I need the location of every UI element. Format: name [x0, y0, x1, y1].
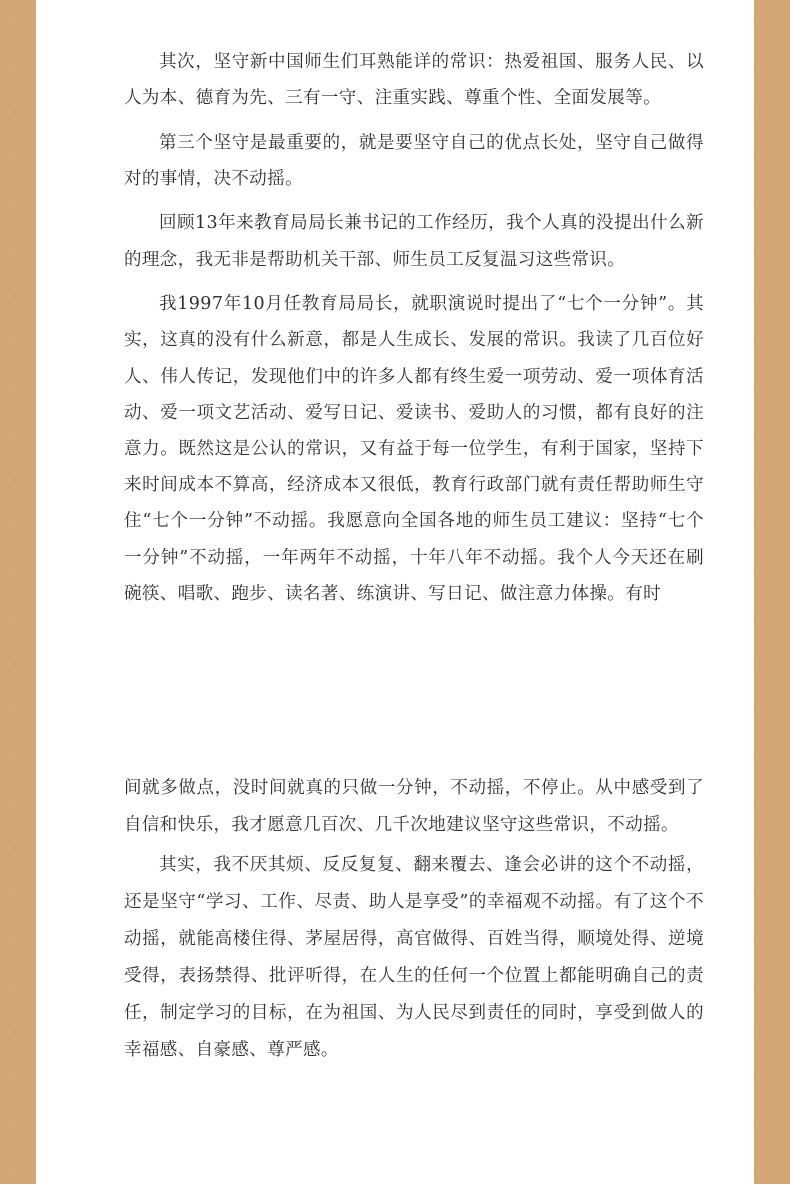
lower-text-block: [124, 770, 704, 1069]
paragraph: 其实，我不厌其烦、反反复复、翻来覆去、逢会必讲的这个不动摇，还是坚守“学习、工作、尽责、助人是享受”的幸福观不动摇。有了这个不动摇，就能高楼住得、茅屋居得，高官做得、百姓当得，顺境处得、逆境受得，表扬禁得、批评听得，在人生的任何一个位置上都能明确自己的责任，制定学习的目标，在为祖国、为人民尽到责任的同时，享受到做人的幸福感、自豪感、尊严感。: [124, 855, 704, 1060]
upper-text-block: [124, 44, 704, 612]
paragraph: 回顾13年来教育局局长兼书记的工作经历，我个人真的没提出什么新的理念，我无非是帮助机关干部、师生员工反复温习这些常识。: [124, 213, 704, 270]
document-page: [36, 0, 754, 1184]
paragraph-continuation: 间就多做点，没时间就真的只做一分钟，不动摇，不停止。从中感受到了自信和快乐，我才愿意几百次、几千次地建议坚守这些常识，不动摇。: [124, 778, 704, 835]
paragraph: 其次，坚守新中国师生们耳熟能详的常识：热爱祖国、服务人民、以人为本、德育为先、三有一守、注重实践、尊重个性、全面发展等。: [124, 52, 704, 109]
paragraph: 第三个坚守是最重要的，就是要坚守自己的优点长处，坚守自己做得对的事情，决不动摇。: [124, 132, 704, 189]
paragraph: 我1997年10月任教育局局长，就职演说时提出了“七个一分钟”。其实，这真的没有什么新意，都是人生成长、发展的常识。我读了几百位好人、伟人传记，发现他们中的许多人都有终生爱一项劳动、爱一项体育活动、爱一项文艺活动、爱写日记、爱读书、爱助人的习惯，都有良好的注意力。既然这是公认的常识，又有益于每一位学生，有利于国家，坚持下来时间成本不算高，经济成本又很低，教育行政部门就有责任帮助师生守住“七个一分钟”不动摇。我愿意向全国各地的师生员工建议：坚持“七个一分钟”不动摇，一年两年不动摇，十年八年不动摇。我个人今天还在刷碗筷、唱歌、跑步、读名著、练演讲、写日记、做注意力体操。有时: [124, 294, 704, 604]
